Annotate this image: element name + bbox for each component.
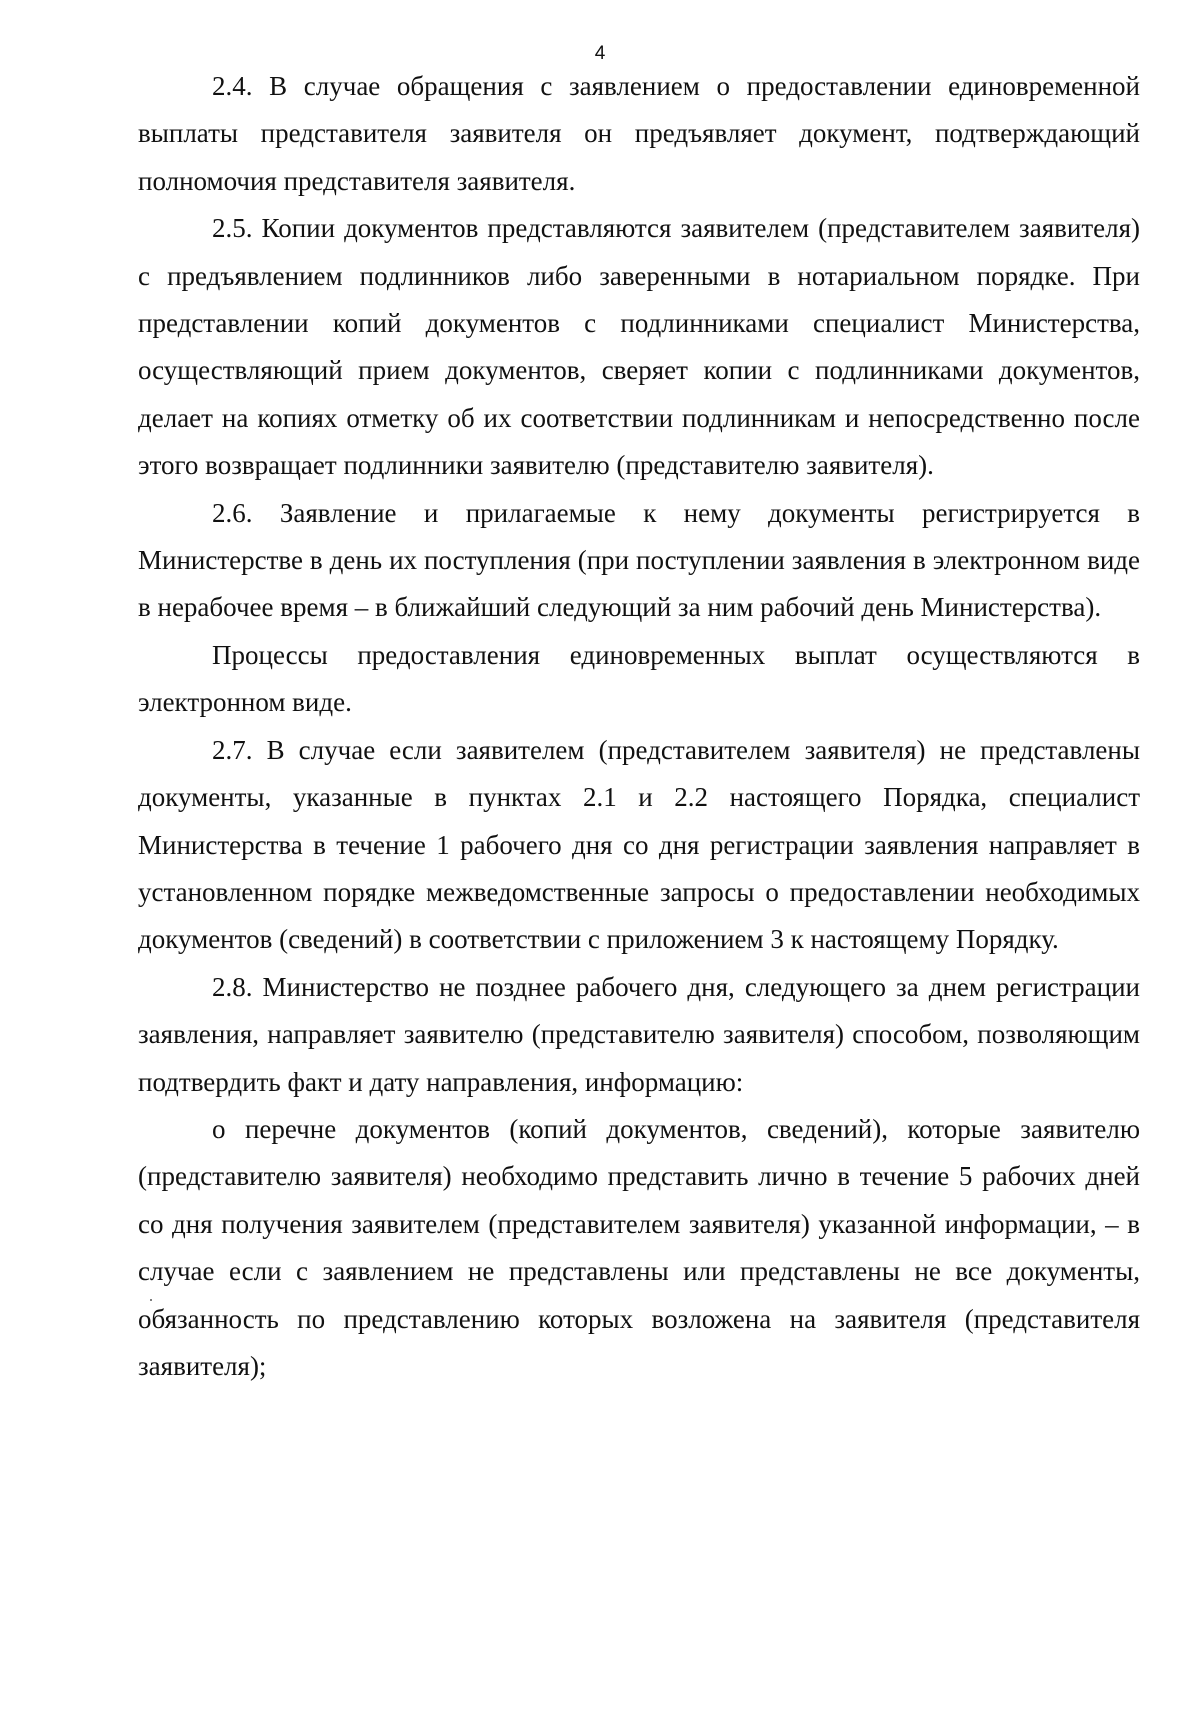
paragraph-2-6-continued: Процессы предоставления единовременных выплат осуществляются в электронном виде. [138, 639, 1140, 718]
page-number: 4 [594, 43, 606, 64]
paragraph-2-8-item: о перечне документов (копий документов, сведений), которые заявителю (представителю заявителя) необходимо представить лично в течение 5 рабочих дней со дня получения заявителем (представителем заявителя) указанной информации, – в случае если с заявлением не представлены или представлены не все документы, обязанность по представлению которых возложена на заявителя (представителя заявителя); [138, 1113, 1140, 1381]
document-body [138, 63, 1140, 1390]
paragraph-2-5: 2.5. Копии документов представляются заявителем (представителем заявителя) с предъявлением подлинников либо заверенными в нотариальном порядке. При представлении копий документов с подлинниками специалист Министерства, осуществляющий прием документов, сверяет копии с подлинниками документов, делает на копиях отметку об их соответствии подлинникам и непосредственно после этого возвращает подлинники заявителю (представителю заявителя). [138, 213, 1140, 481]
paragraph-2-7: 2.7. В случае если заявителем (представителем заявителя) не представлены документы, указанные в пунктах 2.1 и 2.2 настоящего Порядка, специалист Министерства в течение 1 рабочего дня со дня регистрации заявления направляет в установленном порядке межведомственные запросы о предоставлении необходимых документов (сведений) в соответствии с приложением 3 к настоящему Порядку. [138, 734, 1140, 955]
paragraph-2-8: 2.8. Министерство не позднее рабочего дня, следующего за днем регистрации заявления, направляет заявителю (представителю заявителя) способом, позволяющим подтвердить факт и дату направления, информацию: [138, 971, 1140, 1097]
paragraph-2-4: 2.4. В случае обращения с заявлением о предоставлении единовременной выплаты представителя заявителя он предъявляет документ, подтверждающий полномочия представителя заявителя. [138, 71, 1140, 196]
paragraph-2-6: 2.6. Заявление и прилагаемые к нему документы регистрируется в Министерстве в день их поступления (при поступлении заявления в электронном виде в нерабочее время – в ближайший следующий за ним рабочий день Министерства). [138, 497, 1140, 623]
